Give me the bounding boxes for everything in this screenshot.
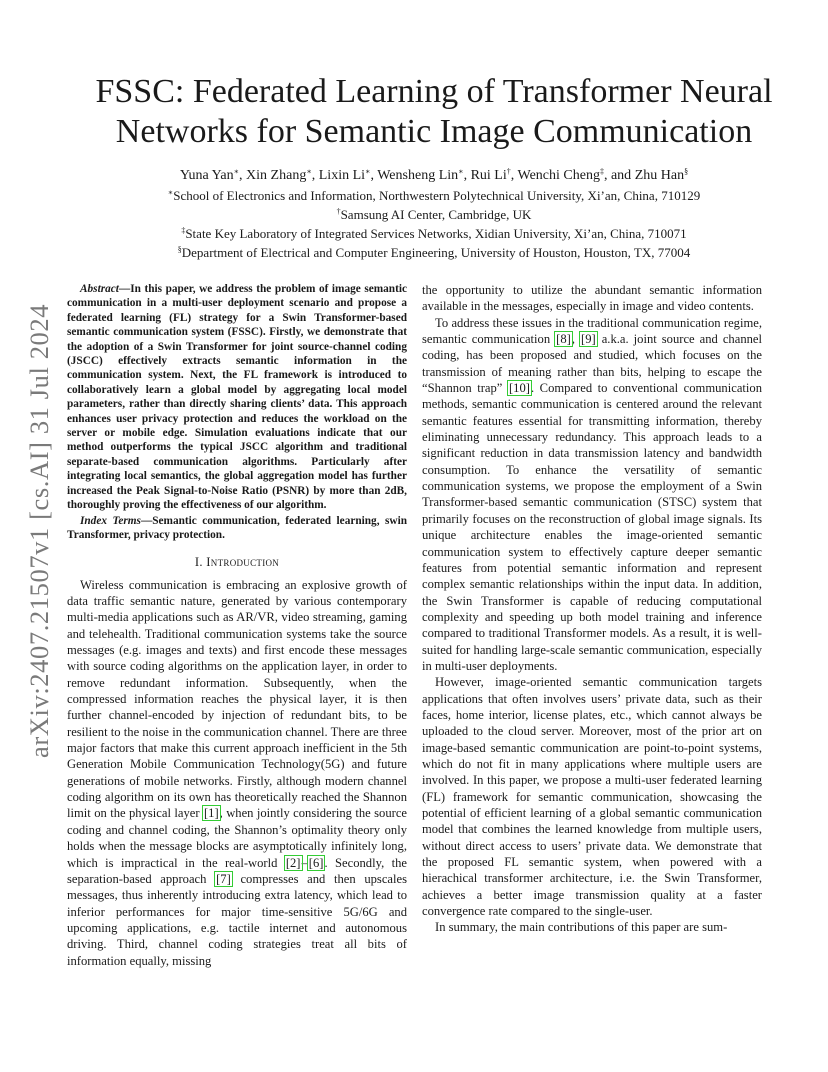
index-terms-text: Semantic communication, federated learning, swin Transformer, privacy protection. [67,514,407,541]
paragraph: To address these issues in the traditional communication regime, semantic communication [8], [9] a.k.a. joint source and channel coding, has been proposed and studied, which focuses on the transmission of meaning rather than bits, helping to escape the “Shannon trap” [10]. Compared to conventional communication methods, semantic communication is centered around the relevant semantic features essential for transmitting information, thereby eliminating unnecessary redundancy. This approach leads to a significant reduction in data transmission latency and bandwidth consumption. To enhance the versatility of semantic communication systems, we propose the employment of a Swin Transformer-based semantic communication (STSC) system that primarily focuses on the reconstruction of global image signals. Its unique architecture enables the image-oriented semantic communication system to effectively capture deeper semantic features from potential semantic information and represent complex semantic relationships within the input data. In addition, the Swin Transformer is capable of reducing computational complexity and speeding up both model training and inference compared to traditional Transformer models. As a result, it is well-suited for handling large-scale semantic communication, especially in multi-user deployments. [422,315,762,673]
right-column [422,282,762,936]
citation-link[interactable]: [8] [556,332,571,347]
citation-link[interactable]: [1] [203,806,219,821]
index-terms: Index Terms—Semantic communication, federated learning, swin Transformer, privacy protection. [67,514,407,541]
author-list [60,166,808,185]
author: Xin Zhang∗, [246,167,319,183]
affiliation: †Samsung AI Center, Cambridge, UK [336,207,532,222]
affiliation: §Department of Electrical and Computer Engineering, University of Houston, Houston, TX, 77004 [177,245,691,260]
abstract: Abstract—In this paper, we address the problem of image semantic communication in a multi-user deployment scenario and propose a federated learning (FL) strategy for a Swin Transformer-based semantic communication system (FSSC). Firstly, we demonstrate that the adoption of a Swin Transformer for joint source-channel coding (JSCC) effectively extracts semantic information in the communication system. Next, the FL framework is introduced to collaboratively learn a global model by aggregating local model parameters, rather than directly sharing clients’ data. This approach enhances user privacy protection and reduces the workload on the server or mobile edge. Simulation evaluations indicate that our method outperforms the typical JSCC algorithm and traditional separate-based communication algorithms. Particularly after integrating local semantics, the global aggregation model has further increased the Peak Signal-to-Noise Ratio (PSNR) by more than 2dB, thoroughly proving the effectiveness of our algorithm. [67,283,407,512]
citation-link[interactable]: [7] [216,871,231,886]
citation-link[interactable]: [6] [308,855,324,870]
affiliation-list [60,186,808,262]
intro-paragraph: Wireless communication is embracing an explosive growth of data traffic semantic nature, generated by various contemporary multi-media applications such as AR/VR, video streaming, gaming and telehealth. Traditional communication systems take the source messages (e.g. images and texts) and first encode these messages with source coding algorithms on the application layer, in order to remove redundant information. Subsequently, when the compressed information reaches the physical layer, it is then further channel-encoded by injection of redundant bits, to be resilient to the noise in the communication channel. There are three major factors that make this current approach inefficient in the 5th Generation Mobile Communication Technology(5G) and future generations of mobile networks. Firstly, although modern channel coding algorithm on its own has theoretically reached the Shannon limit on the physical layer [1], when jointly considering the source coding and channel coding, the Shannon’s optimality theory only holds when the message blocks are asymptotically infinitely long, which is impractical in the real-world [2]–[6]. Secondly, the separation-based approach [7] compresses and then upscales messages, thus inherently introducing extra latency, which lead to inferior performances for major time-sensitive 5G/6G and upcoming applications, e.g. tactile internet and autonomous driving. Third, channel coding strategies treat all bits of information equally, missing [67,577,408,968]
citation-link[interactable]: [9] [581,332,596,347]
citation-link[interactable]: [2] [285,855,301,870]
abstract-text: In this paper, we address the problem of image semantic communication in a multi-user deployment scenario and propose a federated learning (FL) strategy for a Swin Transformer-based semantic communication system (FSSC). Firstly, we demonstrate that the adoption of a Swin Transformer for joint source-channel coding (JSCC) effectively extracts semantic information in the communication system. Next, the FL framework is introduced to collaboratively learn a global model by aggregating local model parameters, rather than directly sharing clients’ data. This approach enhances user privacy protection and reduces the workload on the server or mobile edge. Simulation evaluations indicate that our method outperforms the typical JSCC algorithm and traditional separate-based communication algorithms. Particularly after integrating local semantics, the global aggregation model has further increased the Peak Signal-to-Noise Ratio (PSNR) by more than 2dB, thoroughly proving the effectiveness of our algorithm. [67,283,407,512]
paper-title: FSSC: Federated Learning of Transformer Neural Networks for Semantic Image Communication [95,73,773,150]
paragraph: In summary, the main contributions of this paper are sum- [435,920,728,935]
author: Wensheng Lin∗, [377,167,471,183]
affiliation: ∗School of Electronics and Information, Northwestern Polytechnical University, Xi’an, China, 710129 [167,188,701,203]
arxiv-identifier-stamp: arXiv:2407.21507v1 [cs.AI] 31 Jul 2024 [24,303,54,758]
paragraph-continuation: the opportunity to utilize the abundant semantic information available in the messages, especially in image and video contents. [422,283,762,314]
section-heading: I. Introduction [194,555,280,570]
author: Lixin Li∗, [318,167,378,183]
affiliation: ‡State Key Laboratory of Integrated Services Networks, Xidian University, Xi’an, China, 710071 [181,226,687,241]
citation-link[interactable]: [10] [508,381,530,396]
author: Rui Li†, [470,167,518,183]
author: Wenchi Cheng‡, and [517,167,635,183]
abstract-label: Abstract [80,283,119,295]
author: Yuna Yan∗, [179,167,247,183]
index-terms-label: Index Terms [80,514,141,527]
paragraph: However, image-oriented semantic communication targets applications that often involves users’ private data, such as their faces, home interior, license plates, etc., which cannot always be uploaded to the cloud server. Moreover, most of the prior art on image-based semantic communication are point-to-point systems, which do not fit in many applications where multiple users are involved. In this paper, we propose a multi-user federated learning (FL) framework for semantic communication, showcasing the potential of efficient learning of a global semantic communication model that combines the learned knowledge from multiple users, without direct access to users’ private data. We demonstrate that the proposed FL semantic system, when powered with a hierachical transformer architecture, i.e. the Swin Transformer, achieves a better image transmission quality at a faster convergence rate compared to the single-user. [422,675,762,919]
left-column [67,282,407,969]
author: Zhu Han§ [634,167,689,183]
